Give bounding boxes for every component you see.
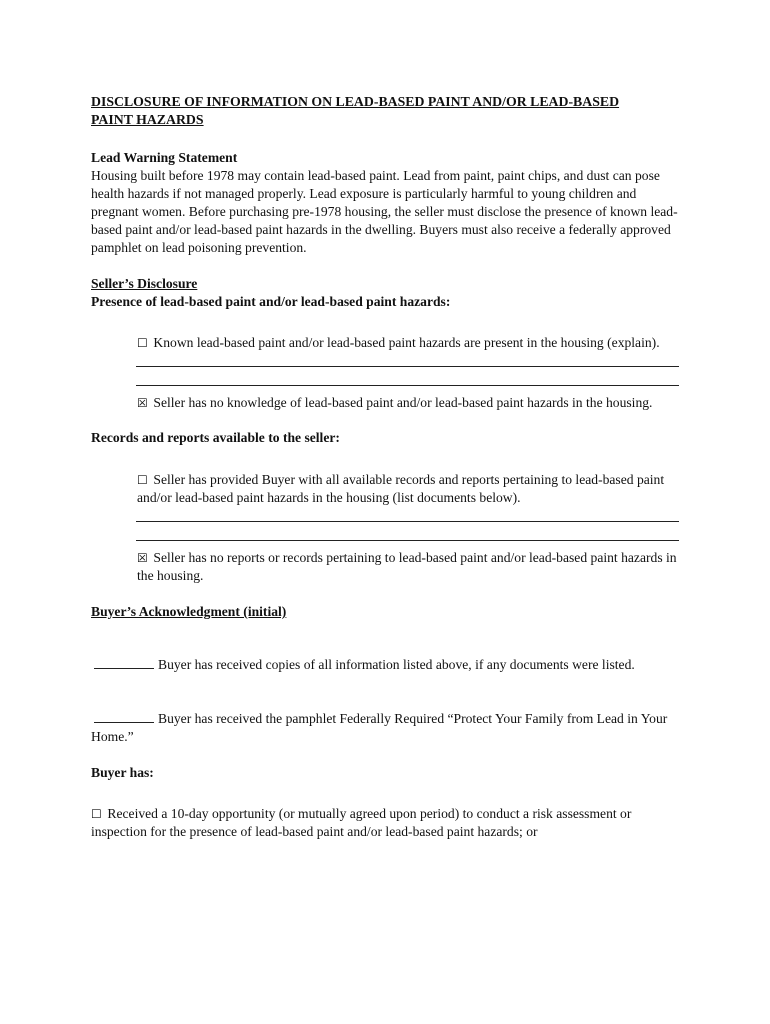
buyer-ack-pamphlet-label: Buyer has received the pamphlet Federally Required “Protect Your Family from Lead in Your Home.” — [91, 711, 668, 744]
presence-subheading: Presence of lead-based paint and/or lead-based paint hazards: — [91, 294, 451, 309]
records-provided-label: Seller has provided Buyer with all available records and reports pertaining to lead-based paint and/or lead-based paint hazards in the housing (list documents below). — [137, 472, 665, 505]
no-records-checkbox[interactable]: ☒ — [137, 551, 148, 565]
no-records-label: Seller has no reports or records pertaining to lead-based paint and/or lead-based paint hazards in the housing. — [137, 550, 677, 583]
buyer-has-heading: Buyer has: — [91, 765, 154, 780]
records-option-provided — [137, 471, 681, 507]
initials-field-copies[interactable] — [94, 656, 154, 669]
records-option-none — [137, 549, 681, 585]
buyer-ack-item-copies — [91, 656, 681, 674]
seller-disclosure-heading: Seller’s Disclosure — [91, 276, 198, 291]
seller-option-no-knowledge — [137, 394, 681, 412]
seller-option-known — [137, 334, 681, 352]
document-page — [91, 93, 681, 841]
lead-warning-body: Housing built before 1978 may contain lead-based paint. Lead from paint, paint chips, and dust can pose health hazards if not managed properly. Lead exposure is particularly harmful to young children and pregnant women. Before purchasing pre-1978 housing, the seller must disclose the presence of known lead-based paint and/or lead-based paint hazards in the dwelling. Buyers must also receive a federally approved pamphlet on lead poisoning prevention. — [91, 168, 678, 255]
inspection-opportunity-checkbox[interactable]: ☐ — [91, 807, 102, 821]
lead-warning-heading: Lead Warning Statement — [91, 150, 238, 165]
initials-field-pamphlet[interactable] — [94, 710, 154, 723]
buyer-ack-item-pamphlet — [91, 710, 681, 746]
known-hazards-label: Known lead-based paint and/or lead-based paint hazards are present in the housing (explain). — [153, 335, 660, 350]
title-line-2: PAINT HAZARDS — [91, 112, 204, 127]
document-title — [91, 93, 681, 129]
buyer-ack-heading: Buyer’s Acknowledgment (initial) — [91, 604, 287, 619]
known-hazards-checkbox[interactable]: ☐ — [137, 336, 148, 350]
no-knowledge-label: Seller has no knowledge of lead-based paint and/or lead-based paint hazards in the housing. — [153, 395, 653, 410]
buyer-ack-copies-label: Buyer has received copies of all information listed above, if any documents were listed. — [158, 657, 635, 672]
inspection-opportunity-label: Received a 10-day opportunity (or mutually agreed upon period) to conduct a risk assessment or inspection for the presence of lead-based paint and/or lead-based paint hazards; or — [91, 806, 632, 839]
title-line-1: DISCLOSURE OF INFORMATION ON LEAD-BASED PAINT AND/OR LEAD-BASED — [91, 94, 620, 109]
records-heading: Records and reports available to the seller: — [91, 430, 340, 445]
no-knowledge-checkbox[interactable]: ☒ — [137, 396, 148, 410]
records-provided-checkbox[interactable]: ☐ — [137, 473, 148, 487]
buyer-has-option-inspection — [91, 805, 681, 841]
